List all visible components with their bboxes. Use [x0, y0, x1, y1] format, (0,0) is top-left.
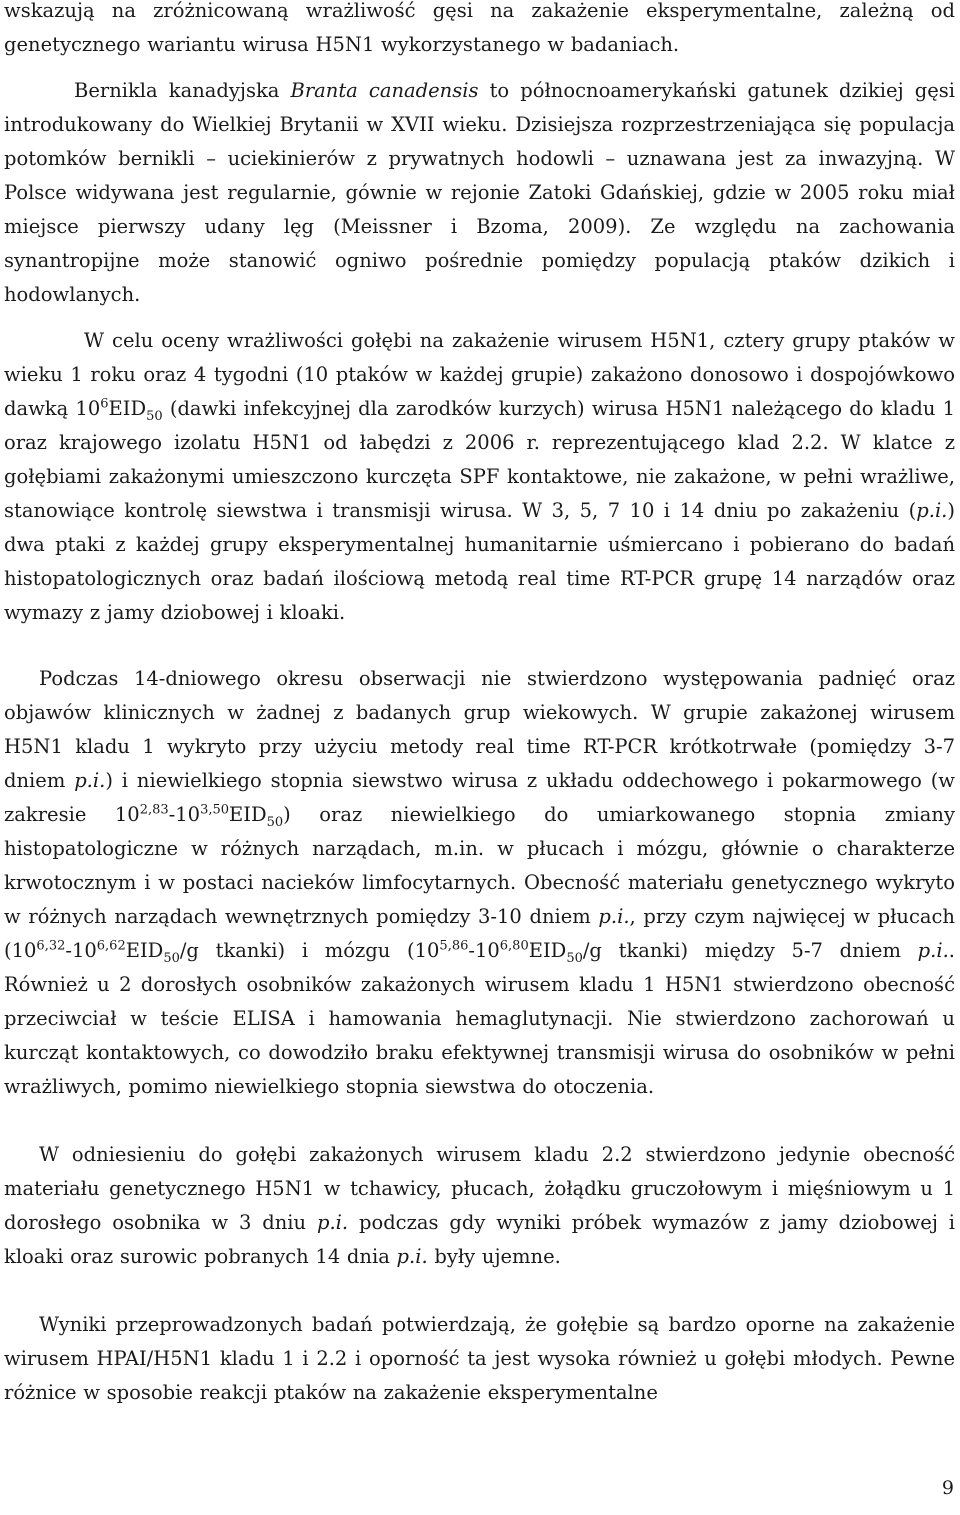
abbrev-pi: p.i. [396, 1245, 428, 1268]
text-run: ) dwa ptaki z każdej grupy eksperymentalnej humanitarnie uśmiercano i pobierano do badań histopatologicznych oraz badań ilościową metodą real time RT-PCR grupę 14 narządów oraz wymazy z jamy dziobowej i kloaki. [4, 499, 955, 624]
text-run: to północnoamerykański gatunek dzikiej gęsi introdukowany do Wielkiej Brytanii w XVII wieku. Dzisiejsza rozprzestrzeniająca się populacja potomków bernikli – uciekinierów z prywatnych hodowli – uznawana jest za inwazyjną. W Polsce widywana jest regularnie, gównie w rejonie Zatoki Gdańskiej, gdzie w 2005 roku miał miejsce pierwszy udany lęg (Meissner i Bzoma, 2009). Ze względu na zachowania synantropijne może stanowić ogniwo pośrednie pomiędzy populacją ptaków dzikich i hodowlanych. [4, 79, 955, 306]
paragraph-results-clade1 [4, 662, 955, 1104]
paragraph-results-clade2 [4, 1138, 955, 1274]
subscript: 50 [163, 950, 180, 966]
text-run: W odniesieniu do gołębi zakażonych wirusem kladu 2.2 stwierdzono jedynie obecność materiału genetycznego H5N1 w tchawicy, płucach, żołądku gruczołowym i mięśniowym u 1 dorosłego osobnika w 3 dniu [4, 1143, 955, 1234]
subscript: 50 [566, 950, 583, 966]
text-run: , przy czym najwięcej w płucach (10 [4, 905, 955, 962]
text-run: ) i niewielkiego stopnia siewstwo wirusa z układu oddechowego i pokarmowego (w zakresie 10 [4, 769, 955, 826]
subscript: 50 [146, 408, 163, 424]
text-run: EID [108, 397, 147, 420]
text-run: EID [528, 939, 567, 962]
text-run: -10 [168, 803, 201, 826]
text-run: -10 [468, 939, 500, 962]
text-run: /g tkanki) i mózgu (10 [179, 939, 440, 962]
text-run: podczas gdy wyniki próbek wymazów z jamy dziobowej i kloaki oraz surowic pobranych 14 dnia [4, 1211, 955, 1268]
text-run: Podczas 14-dniowego okresu obserwacji nie stwierdzono występowania padnięć oraz objawów klinicznych w żadnej z badanych grup wiekowych. W grupie zakażonej wirusem H5N1 kladu 1 wykryto przy użyciu metody real time RT-PCR krótkotrwałe (pomiędzy 3-7 dniem [4, 667, 955, 792]
exponent: 3,50 [200, 802, 230, 818]
page-number: 9 [941, 1477, 954, 1499]
text-run: (dawki infekcyjnej dla zarodków kurzych) wirusa H5N1 należącego do kladu 1 oraz krajowego izolatu H5N1 od łabędzi z 2006 r. reprezentującego klad 2.2. W klatce z gołębiami zakażonymi umieszczono kurczęta SPF kontaktowe, nie zakażone, w pełni wrażliwe, stanowiące kontrolę siewstwa i transmisji wirusa. W 3, 5, 7 10 i 14 dniu po zakażeniu ( [4, 397, 955, 522]
abbrev-pi: p.i. [916, 499, 948, 522]
text-run: W celu oceny wrażliwości gołębi na zakażenie wirusem H5N1, cztery grupy ptaków w wieku 1 roku oraz 4 tygodni (10 ptaków w każdej grupie) zakażono donosowo i dospojówkowo dawką 10 [4, 329, 955, 420]
text-run: . Również u 2 dorosłych osobników zakażonych wirusem kladu 1 H5N1 stwierdzono obecność przeciwciał w teście ELISA i hamowania hemaglutynacji. Nie stwierdzono zachorowań u kurcząt kontaktowych, co dowodziło braku efektywnej transmisji wirusa do osobników w pełni wrażliwych, pomimo niewielkiego stopnia siewstwa do otoczenia. [4, 939, 955, 1098]
exponent: 6,32 [36, 938, 66, 954]
paragraph-methods [4, 324, 955, 630]
species-name: Branta canadensis [290, 79, 479, 102]
text-run: ) oraz niewielkiego do umiarkowanego stopnia zmiany histopatologiczne w różnych narządach, m.in. w płucach i mózgu, głównie o charakterze krwotocznym i w postaci nacieków limfocytarnych. Obecność materiału genetycznego wykryto w różnych narządach wewnętrznych pomiędzy 3-10 dniem [4, 803, 955, 928]
text-run: EID [125, 939, 164, 962]
abbrev-pi: p.i. [316, 1211, 349, 1234]
abbrev-pi: p.i. [74, 769, 106, 792]
exponent: 6,62 [96, 938, 126, 954]
paragraph-continuation: wskazują na zróżnicowaną wrażliwość gęsi na zakażenie eksperymentalne, zależną od genetycznego wariantu wirusa H5N1 wykorzystanego w badaniach. [4, 0, 955, 56]
abbrev-pi: p.i. [917, 939, 949, 962]
abbrev-pi: p.i. [598, 905, 630, 928]
paragraph-branta [4, 74, 955, 312]
text-run: Bernikla kanadyjska [74, 79, 291, 102]
text-run: -10 [65, 939, 97, 962]
exponent: 6 [100, 396, 109, 412]
text-run: EID [229, 803, 267, 826]
exponent: 2,83 [139, 802, 169, 818]
exponent: 6,80 [499, 938, 529, 954]
text-run: były ujemne. [427, 1245, 561, 1268]
exponent: 5,86 [439, 938, 469, 954]
paragraph-conclusion: Wyniki przeprowadzonych badań potwierdzają, że gołębie są bardzo oporne na zakażenie wirusem HPAI/H5N1 kladu 1 i 2.2 i oporność ta jest wysoka również u gołębi młodych. Pewne różnice w sposobie reakcji ptaków na zakażenie eksperymentalne [4, 1313, 955, 1404]
text-run: /g tkanki) między 5-7 dniem [582, 939, 918, 962]
subscript: 50 [266, 814, 284, 830]
